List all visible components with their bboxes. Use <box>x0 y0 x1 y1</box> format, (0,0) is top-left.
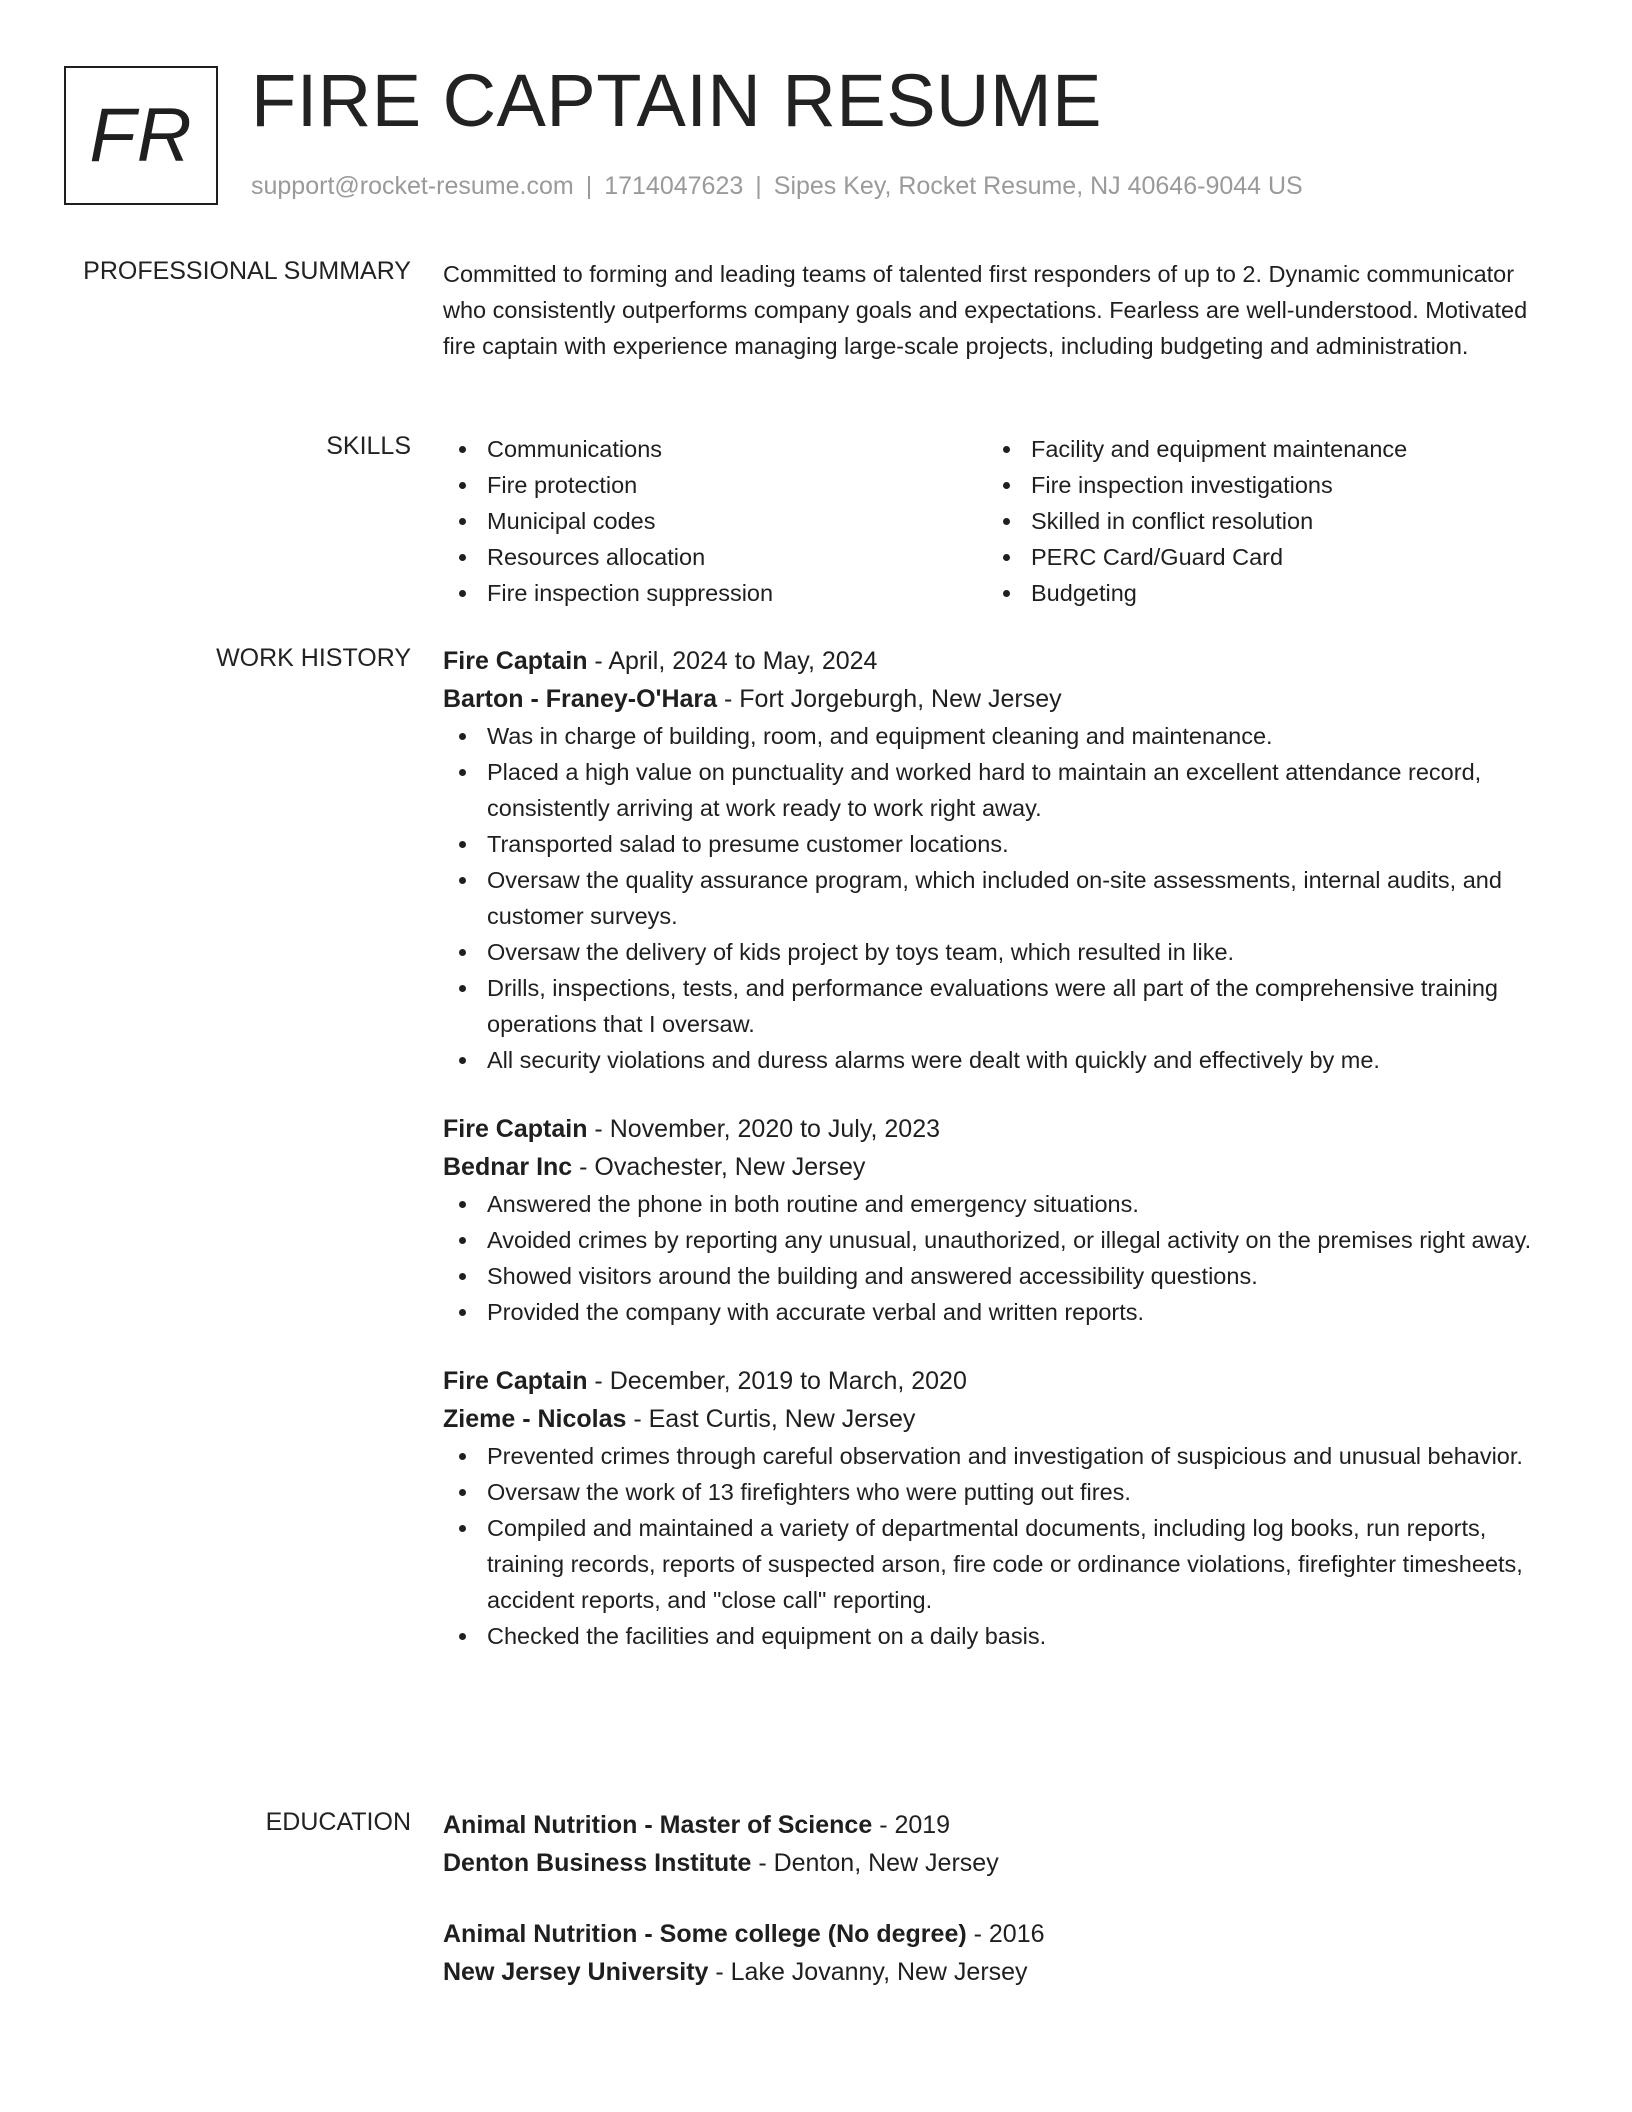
contact-email[interactable]: support@rocket-resume.com <box>251 172 574 200</box>
education-degree: Animal Nutrition - Master of Science <box>443 1811 873 1839</box>
job-bullet: All security violations and duress alarms were dealt with quickly and effectively by me. <box>443 1042 1553 1078</box>
job-company: Bednar Inc <box>443 1153 573 1181</box>
job-title: Fire Captain <box>443 1367 588 1395</box>
monogram-logo: FR <box>64 66 218 205</box>
education-entry <box>443 1915 1553 1991</box>
contact-separator: | <box>755 172 762 200</box>
job-bullet: Avoided crimes by reporting any unusual, unauthorized, or illegal activity on the premises right away. <box>443 1222 1553 1258</box>
skill-item: Municipal codes <box>443 503 987 539</box>
skill-item: PERC Card/Guard Card <box>987 539 1531 575</box>
summary-label: PROFESSIONAL SUMMARY <box>83 257 411 285</box>
skill-item: Fire inspection suppression <box>443 575 987 611</box>
skills-label: SKILLS <box>326 432 411 460</box>
contact-line <box>251 172 1303 201</box>
job-bullet: Provided the company with accurate verbal and written reports. <box>443 1294 1553 1330</box>
job-company-line <box>443 1400 1553 1438</box>
job-title: Fire Captain <box>443 1115 588 1143</box>
job-bullet: Oversaw the work of 13 firefighters who were putting out fires. <box>443 1474 1553 1510</box>
job-bullet: Prevented crimes through careful observation and investigation of suspicious and unusual behavior. <box>443 1438 1553 1474</box>
job-bullets <box>443 718 1553 1078</box>
summary-text: Committed to forming and leading teams of talented first responders of up to 2. Dynamic communicator who consistently outperforms company goals and expectations. Fearless are well-understood. Motivated fire captain with experience managing large-scale projects, including budgeting and administration. <box>443 261 1528 359</box>
job-company-line <box>443 1148 1553 1186</box>
job-bullet: Drills, inspections, tests, and performance evaluations were all part of the comprehensive training operations that I oversaw. <box>443 970 1553 1042</box>
summary-body <box>443 256 1553 364</box>
education-degree: Animal Nutrition - Some college (No degree) <box>443 1920 967 1948</box>
skills-list-left <box>443 431 987 611</box>
job-company: Zieme - Nicolas <box>443 1405 627 1433</box>
education-school: New Jersey University <box>443 1958 709 1986</box>
work-history-body <box>443 642 1553 1654</box>
skill-item: Skilled in conflict resolution <box>987 503 1531 539</box>
education-entry <box>443 1806 1553 1882</box>
skill-item: Communications <box>443 431 987 467</box>
job-bullets <box>443 1186 1553 1330</box>
job-dates: - December, 2019 to March, 2020 <box>587 1367 967 1395</box>
job-location: - Fort Jorgeburgh, New Jersey <box>717 685 1062 713</box>
education-school-line <box>443 1953 1553 1991</box>
skill-item: Fire protection <box>443 467 987 503</box>
education-degree-line <box>443 1806 1553 1844</box>
job-title-line <box>443 1362 1553 1400</box>
skill-item: Fire inspection investigations <box>987 467 1531 503</box>
job-entry <box>443 1362 1553 1654</box>
job-entry <box>443 1110 1553 1330</box>
job-bullet: Oversaw the quality assurance program, which included on-site assessments, internal audits, and customer surveys. <box>443 862 1553 934</box>
skills-list-right <box>987 431 1531 611</box>
job-company: Barton - Franey-O'Hara <box>443 685 718 713</box>
job-entry <box>443 642 1553 1078</box>
job-title-line <box>443 1110 1553 1148</box>
job-dates: - November, 2020 to July, 2023 <box>587 1115 940 1143</box>
skill-item: Facility and equipment maintenance <box>987 431 1531 467</box>
education-year: - 2019 <box>872 1811 951 1839</box>
contact-phone[interactable]: 1714047623 <box>604 172 744 200</box>
education-body <box>443 1806 1553 1991</box>
skill-item: Budgeting <box>987 575 1531 611</box>
job-company-line <box>443 680 1553 718</box>
contact-address: Sipes Key, Rocket Resume, NJ 40646-9044 US <box>773 172 1303 200</box>
education-label: EDUCATION <box>265 1808 411 1836</box>
education-location: - Lake Jovanny, New Jersey <box>708 1958 1028 1986</box>
job-bullets <box>443 1438 1553 1654</box>
job-bullet: Was in charge of building, room, and equipment cleaning and maintenance. <box>443 718 1553 754</box>
education-school: Denton Business Institute <box>443 1849 752 1877</box>
job-dates: - April, 2024 to May, 2024 <box>587 647 878 675</box>
work-history-label: WORK HISTORY <box>216 644 411 672</box>
education-location: - Denton, New Jersey <box>751 1849 999 1877</box>
job-bullet: Answered the phone in both routine and emergency situations. <box>443 1186 1553 1222</box>
job-location: - East Curtis, New Jersey <box>626 1405 916 1433</box>
skills-body <box>443 431 1553 611</box>
job-location: - Ovachester, New Jersey <box>572 1153 866 1181</box>
resume-title: FIRE CAPTAIN RESUME <box>251 59 1102 142</box>
job-bullet: Placed a high value on punctuality and worked hard to maintain an excellent attendance record, consistently arriving at work ready to work right away. <box>443 754 1553 826</box>
education-year: - 2016 <box>966 1920 1045 1948</box>
job-bullet: Compiled and maintained a variety of departmental documents, including log books, run reports, training records, reports of suspected arson, fire code or ordinance violations, firefighter timesheets, accident reports, and "close call" reporting. <box>443 1510 1553 1618</box>
contact-separator: | <box>585 172 593 200</box>
education-degree-line <box>443 1915 1553 1953</box>
job-title-line <box>443 642 1553 680</box>
job-bullet: Oversaw the delivery of kids project by toys team, which resulted in like. <box>443 934 1553 970</box>
job-bullet: Checked the facilities and equipment on a daily basis. <box>443 1618 1553 1654</box>
job-title: Fire Captain <box>443 647 588 675</box>
job-bullet: Showed visitors around the building and answered accessibility questions. <box>443 1258 1553 1294</box>
skill-item: Resources allocation <box>443 539 987 575</box>
education-school-line <box>443 1844 1553 1882</box>
job-bullet: Transported salad to presume customer locations. <box>443 826 1553 862</box>
